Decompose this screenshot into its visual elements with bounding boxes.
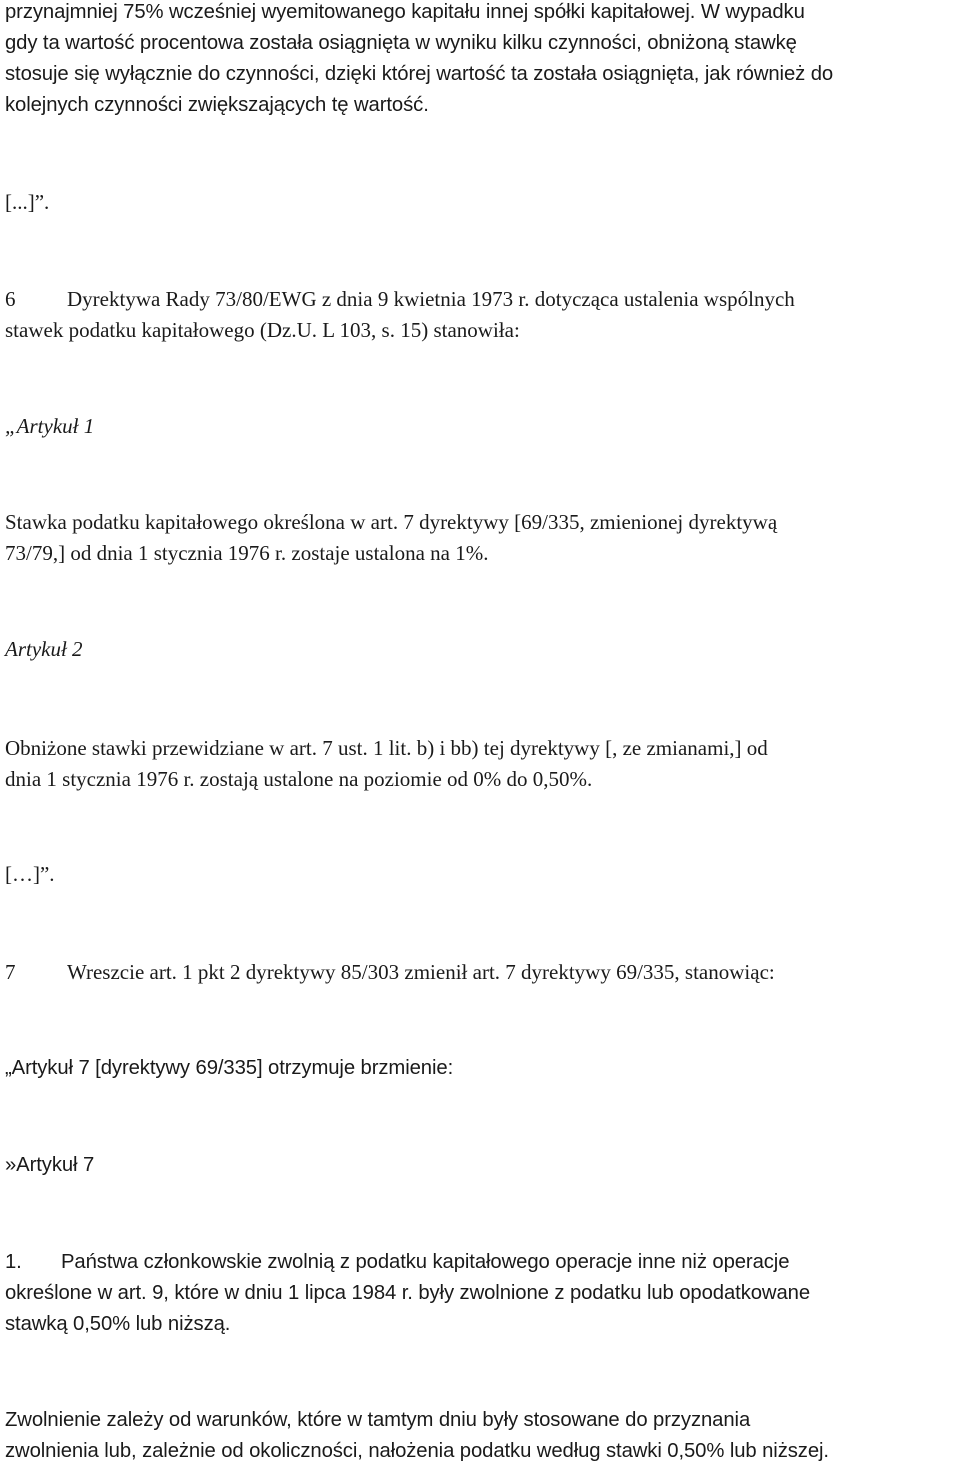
text-line: Stawka podatku kapitałowego określona w art. 7 dyrektywy [69/335, zmienionej dyrektywą: [5, 510, 778, 534]
footnote-7: [5, 957, 957, 988]
article-1-text: [5, 507, 957, 569]
article-1-heading: „Artykuł 1: [5, 414, 95, 438]
article-2-heading: Artykuł 2: [5, 637, 83, 661]
point-text: stawką 0,50% lub niższą.: [5, 1313, 231, 1335]
text-line: 73/79,] od dnia 1 stycznia 1976 r. zostaje ustalona na 1%.: [5, 541, 489, 565]
ellipsis-marker: […]”.: [5, 862, 55, 886]
point-number: 1.: [5, 1251, 22, 1273]
closing-paragraph: [5, 1405, 957, 1467]
footnote-text: Dyrektywa Rady 73/80/EWG z dnia 9 kwietnia 1973 r. dotycząca ustalenia wspólnych: [67, 287, 795, 311]
text-line: przynajmniej 75% wcześniej wyemitowanego kapitału innej spółki kapitałowej. W wypadku: [5, 1, 805, 23]
ellipsis-marker: [...]”.: [5, 190, 50, 214]
text-line: Zwolnienie zależy od warunków, które w tamtym dniu były stosowane do przyznania: [5, 1409, 751, 1431]
point-text: Państwa członkowskie zwolnią z podatku kapitałowego operacje inne niż operacje: [61, 1251, 790, 1273]
footnote-number: 7: [5, 960, 16, 984]
footnote-text: stawek podatku kapitałowego (Dz.U. L 103, s. 15) stanowiła:: [5, 318, 520, 342]
footnote-6: [5, 284, 957, 346]
intro-paragraph: [5, 0, 957, 121]
text-line: gdy ta wartość procentowa została osiągnięta w wyniku kilku czynności, obniżoną stawkę: [5, 32, 797, 54]
footnote-text: Wreszcie art. 1 pkt 2 dyrektywy 85/303 zmienił art. 7 dyrektywy 69/335, stanowiąc:: [67, 960, 775, 984]
article-2-text: [5, 733, 957, 795]
text-line: kolejnych czynności zwiększających tę wartość.: [5, 94, 429, 116]
point-1: [5, 1247, 957, 1340]
footnote-number: 6: [5, 287, 16, 311]
text-line: dnia 1 stycznia 1976 r. zostają ustalone na poziomie od 0% do 0,50%.: [5, 767, 593, 791]
text-line: stosuje się wyłącznie do czynności, dzięki której wartość ta została osiągnięta, jak również do: [5, 63, 834, 85]
point-text: określone w art. 9, które w dniu 1 lipca 1984 r. były zwolnione z podatku lub opodatkowane: [5, 1282, 810, 1304]
text-line: Obniżone stawki przewidziane w art. 7 ust. 1 lit. b) i bb) tej dyrektywy [, ze zmianami,] od: [5, 736, 768, 760]
article-7-heading: »Artykuł 7: [5, 1154, 95, 1176]
article-7-intro: „Artykuł 7 [dyrektywy 69/335] otrzymuje brzmienie:: [5, 1057, 454, 1079]
text-line: zwolnienia lub, zależnie od okoliczności, nałożenia podatku według stawki 0,50% lub niższej.: [5, 1440, 829, 1462]
